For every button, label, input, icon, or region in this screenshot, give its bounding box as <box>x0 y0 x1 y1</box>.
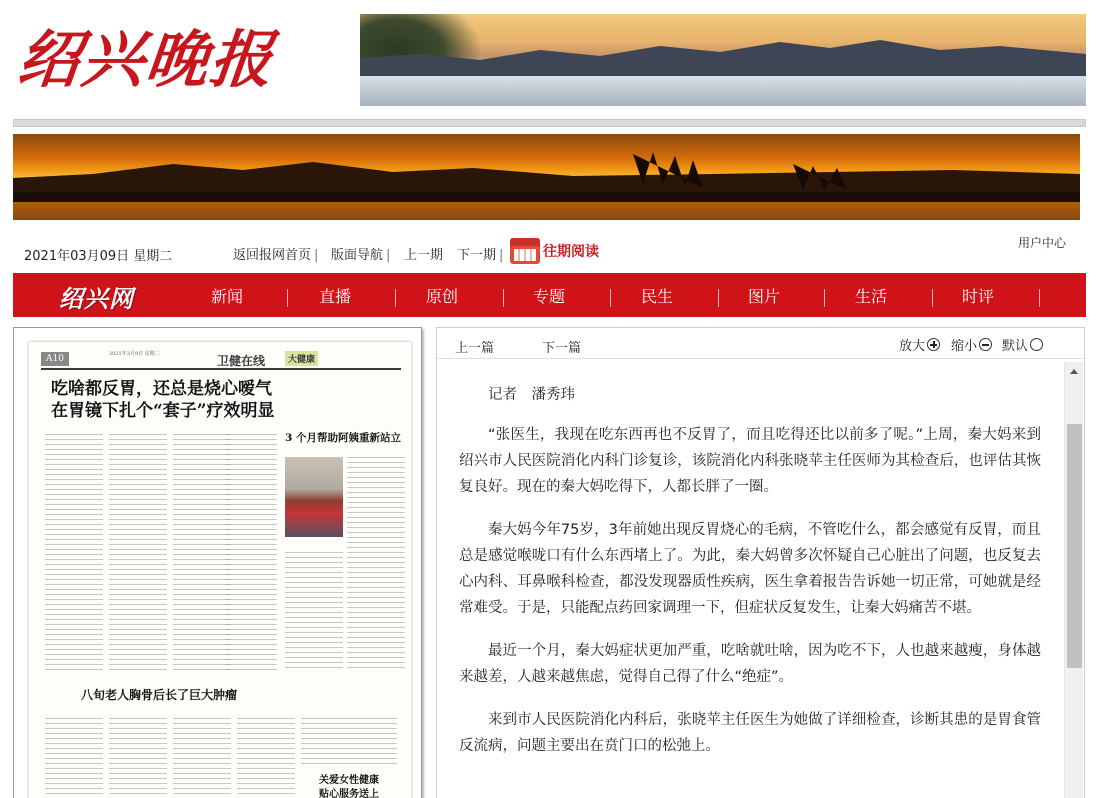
nav-item-commentary[interactable]: 时评 <box>962 287 995 306</box>
scroll-up-arrow-icon[interactable] <box>1065 362 1083 382</box>
text-column <box>45 718 103 798</box>
masthead <box>0 0 1102 112</box>
nav-divider <box>610 289 611 307</box>
radio-circle-icon <box>1030 338 1043 351</box>
article-scrollbar[interactable] <box>1064 362 1083 798</box>
text-column <box>173 434 231 670</box>
article-paragraph: “张医生，我现在吃东西再也不反胃了，而且吃得还比以前多了呢。”上周，秦大妈来到绍兴市人民医院消化内科门诊复诊，该院消化内科张晓苹主任医师为其检查后，也评估其恢复良好。现在的秦大妈吃得下，人都长胖了一圈。 <box>459 427 1041 495</box>
issue-date: 2021年03月09日 星期二 <box>24 249 173 264</box>
home-link[interactable]: 返回报网首页 | <box>233 248 319 263</box>
nav-divider <box>824 289 825 307</box>
page-date: 2021年3月9日 星期二 <box>109 351 160 357</box>
article-paragraph: 秦大妈今年75岁，3年前她出现反胃烧心的毛病，不管吃什么，都会感觉有反胃，而且总是感觉喉咙口有什么东西堵上了。为此，秦大妈曾多次怀疑自己心脏出了问题，也反复去心内科、耳鼻喉科检查，都没发现器质性疾病，医生拿着报告告诉她一切正常，可她就是经常难受。于是，只能配点药回家调理一下，但症状反复发生，让秦大妈痛苦不堪。 <box>459 522 1041 616</box>
masthead-banner-image <box>360 14 1086 106</box>
calendar-icon <box>510 238 540 264</box>
nav-divider <box>395 289 396 307</box>
nav-item-original[interactable]: 原创 <box>426 287 459 306</box>
sunset-banner-image <box>13 134 1080 220</box>
minus-circle-icon <box>979 338 992 351</box>
zoom-in-button[interactable]: 放大 <box>899 335 940 354</box>
newspaper-page-panel <box>13 327 422 798</box>
nav-item-live[interactable]: 直播 <box>319 287 352 306</box>
text-column <box>45 434 103 670</box>
text-column <box>237 718 295 798</box>
article-paragraph: 来到市人民医院消化内科后，张晓苹主任医生为她做了详细检查，诊断其患的是胃食管反流病，问题主要出在贲门口的松弛上。 <box>459 712 1041 754</box>
banner-mountains <box>360 36 1086 76</box>
page-headline[interactable]: 吃啥都反胃，还总是烧心嗳气 在胃镜下扎个“套子”疗效明显 <box>51 379 275 421</box>
text-column <box>285 552 343 670</box>
info-row <box>13 232 1086 272</box>
nav-item-life[interactable]: 生活 <box>855 287 888 306</box>
sunset-landscape <box>13 134 1080 220</box>
page-headline-2[interactable]: 八旬老人胸骨后长了巨大肿瘤 <box>81 688 238 702</box>
nav-divider <box>503 289 504 307</box>
next-article-link[interactable]: 下一篇 <box>542 341 582 356</box>
article-panel <box>436 327 1085 798</box>
plus-circle-icon <box>927 338 940 351</box>
page-section-tag: 大健康 <box>285 351 318 366</box>
archive-reading-link[interactable]: 往期阅读 <box>510 236 599 266</box>
nav-item-photos[interactable]: 图片 <box>748 287 781 306</box>
text-column <box>301 718 397 768</box>
page-header <box>41 348 401 370</box>
nav-divider <box>932 289 933 307</box>
nav-logo[interactable]: 绍兴网 <box>59 285 134 313</box>
site-logo[interactable]: 绍兴晚报 <box>14 23 278 96</box>
next-issue-link[interactable]: 下一期 | <box>457 248 504 263</box>
page-number: A10 <box>41 352 69 366</box>
nav-item-news[interactable]: 新闻 <box>211 287 244 306</box>
default-size-button[interactable]: 默认 <box>1002 335 1043 354</box>
page-section: 卫健在线 <box>217 354 266 368</box>
nav-divider <box>718 289 719 307</box>
text-column <box>173 718 231 798</box>
text-column <box>347 457 405 671</box>
layout-nav-link[interactable]: 版面导航 | <box>331 248 391 263</box>
user-center-link[interactable]: 用户中心 <box>1018 236 1067 250</box>
article-paragraph: 最近一个月，秦大妈症状更加严重，吃啥就吐啥，因为吃不下，人也越来越瘦，身体越来越差，人越来越焦虑，觉得自己得了什么“绝症”。 <box>459 643 1041 685</box>
prev-article-link[interactable]: 上一篇 <box>455 341 495 356</box>
nav-divider <box>1039 289 1040 307</box>
page-box-title[interactable]: 关爱女性健康 贴心服务送上 <box>319 775 379 798</box>
article-reporter: 记者 潘秀玮 <box>488 387 575 403</box>
nav-item-topics[interactable]: 专题 <box>533 287 566 306</box>
scrollbar-thumb[interactable] <box>1067 424 1082 668</box>
article-toolbar <box>437 328 1084 359</box>
separator-bar <box>13 119 1086 127</box>
main-nav <box>13 273 1086 317</box>
article-body <box>459 382 1041 798</box>
nav-divider <box>287 289 288 307</box>
page-subheadline[interactable]: 3 个月帮助阿姨重新站立 <box>285 432 401 444</box>
text-column <box>225 434 277 670</box>
nav-item-livelihood[interactable]: 民生 <box>641 287 674 306</box>
prev-issue-link[interactable]: 上一期 <box>404 248 444 263</box>
text-column <box>109 434 167 670</box>
text-column <box>109 718 167 798</box>
zoom-out-button[interactable]: 缩小 <box>951 335 992 354</box>
banner-lake <box>360 76 1086 106</box>
newspaper-page-image[interactable] <box>29 342 411 798</box>
page-photo[interactable] <box>285 457 343 537</box>
